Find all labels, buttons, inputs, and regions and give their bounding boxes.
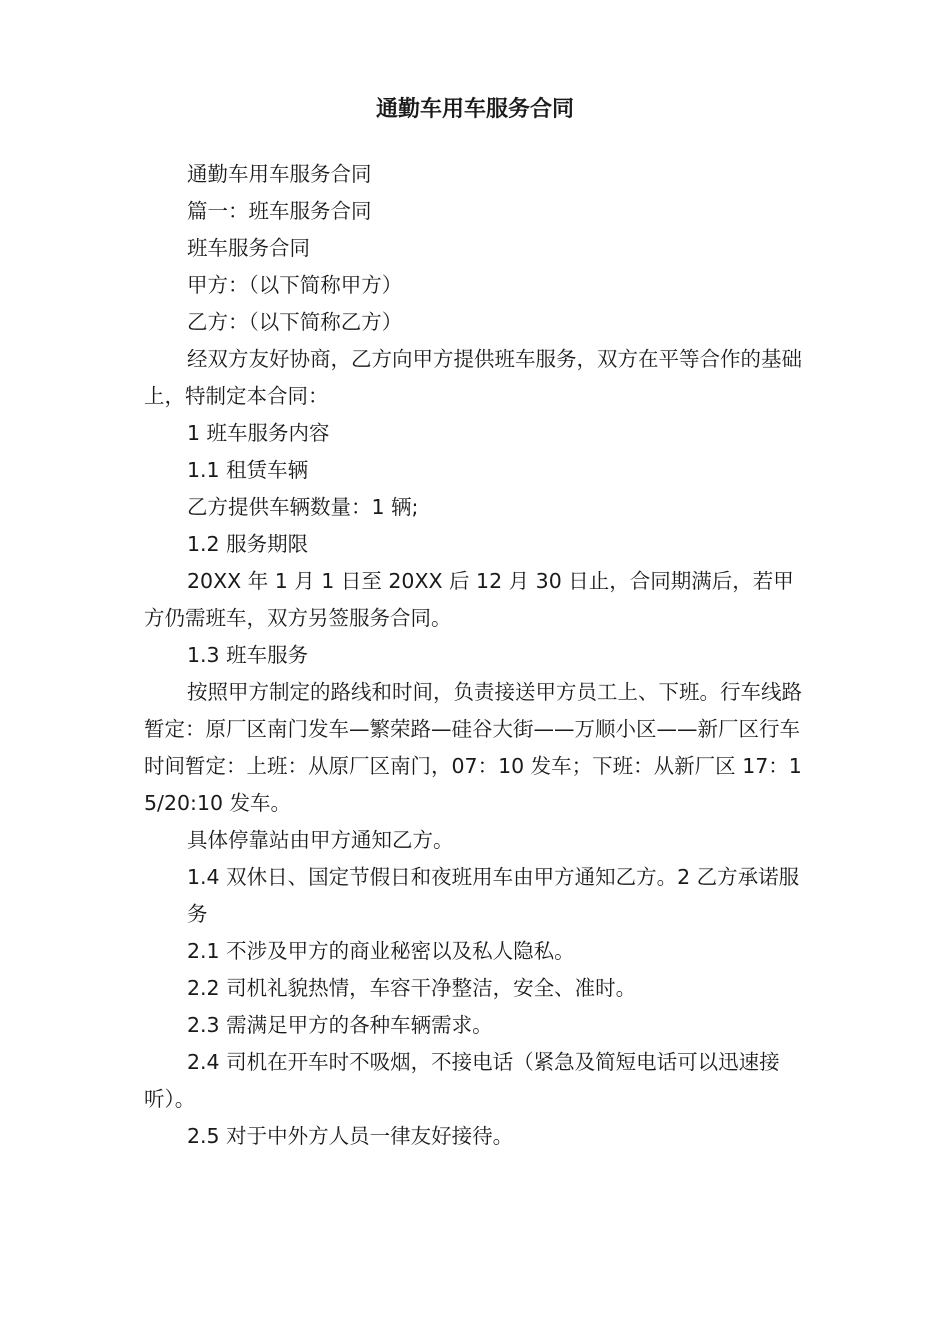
paragraph-heading-repeat: 通勤车用车服务合同: [187, 162, 372, 186]
paragraph-party-a: 甲方：（以下简称甲方）: [187, 273, 403, 297]
paragraph-section-2-4: 2.4 司机在开车时不吸烟，不接电话（紧急及简短电话可以迅速接听）。: [144, 1050, 780, 1111]
paragraph-vehicle-count: 乙方提供车辆数量：1 辆;: [187, 495, 419, 519]
paragraph-section-1-4: 1.4 双休日、国定节假日和夜班用车由甲方通知乙方。2 乙方承诺服: [187, 865, 800, 889]
paragraph-section-2-5: 2.5 对于中外方人员一律友好接待。: [187, 1124, 514, 1148]
paragraph-service-word: 务: [187, 902, 208, 926]
paragraph-section-1-2: 1.2 服务期限: [187, 532, 309, 556]
paragraph-section-1: 1 班车服务内容: [187, 421, 330, 445]
paragraph-contract-name: 班车服务合同: [187, 236, 310, 260]
paragraph-preamble: 经双方友好协商，乙方向甲方提供班车服务，双方在平等合作的基础上，特制定本合同：: [144, 347, 802, 408]
paragraph-service-period: 20XX 年 1 月 1 日至 20XX 后 12 月 30 日止，合同期满后，若甲方仍需班车，双方另签服务合同。: [144, 569, 794, 630]
paragraph-section-2-1: 2.1 不涉及甲方的商业秘密以及私人隐私。: [187, 939, 575, 963]
paragraph-section-1-3: 1.3 班车服务: [187, 643, 309, 667]
paragraph-chapter-one: 篇一：班车服务合同: [187, 199, 372, 223]
paragraph-stops: 具体停靠站由甲方通知乙方。: [187, 828, 454, 852]
document-body: [144, 156, 812, 1155]
paragraph-section-2-2: 2.2 司机礼貌热情，车容干净整洁，安全、准时。: [187, 976, 637, 1000]
document-title: 通勤车用车服务合同: [375, 97, 574, 122]
paragraph-section-2-3: 2.3 需满足甲方的各种车辆需求。: [187, 1013, 493, 1037]
paragraph-party-b: 乙方：（以下简称乙方）: [187, 310, 403, 334]
paragraph-route-schedule: 按照甲方制定的路线和时间，负责接送甲方员工上、下班。行车线路暂定：原厂区南门发车—繁荣路—硅谷大街——万顺小区——新厂区行车时间暂定：上班：从原厂区南门，07：10 发车；下班：从新厂区 17：15/20:10 发车。: [144, 680, 802, 815]
paragraph-section-1-1: 1.1 租赁车辆: [187, 458, 309, 482]
